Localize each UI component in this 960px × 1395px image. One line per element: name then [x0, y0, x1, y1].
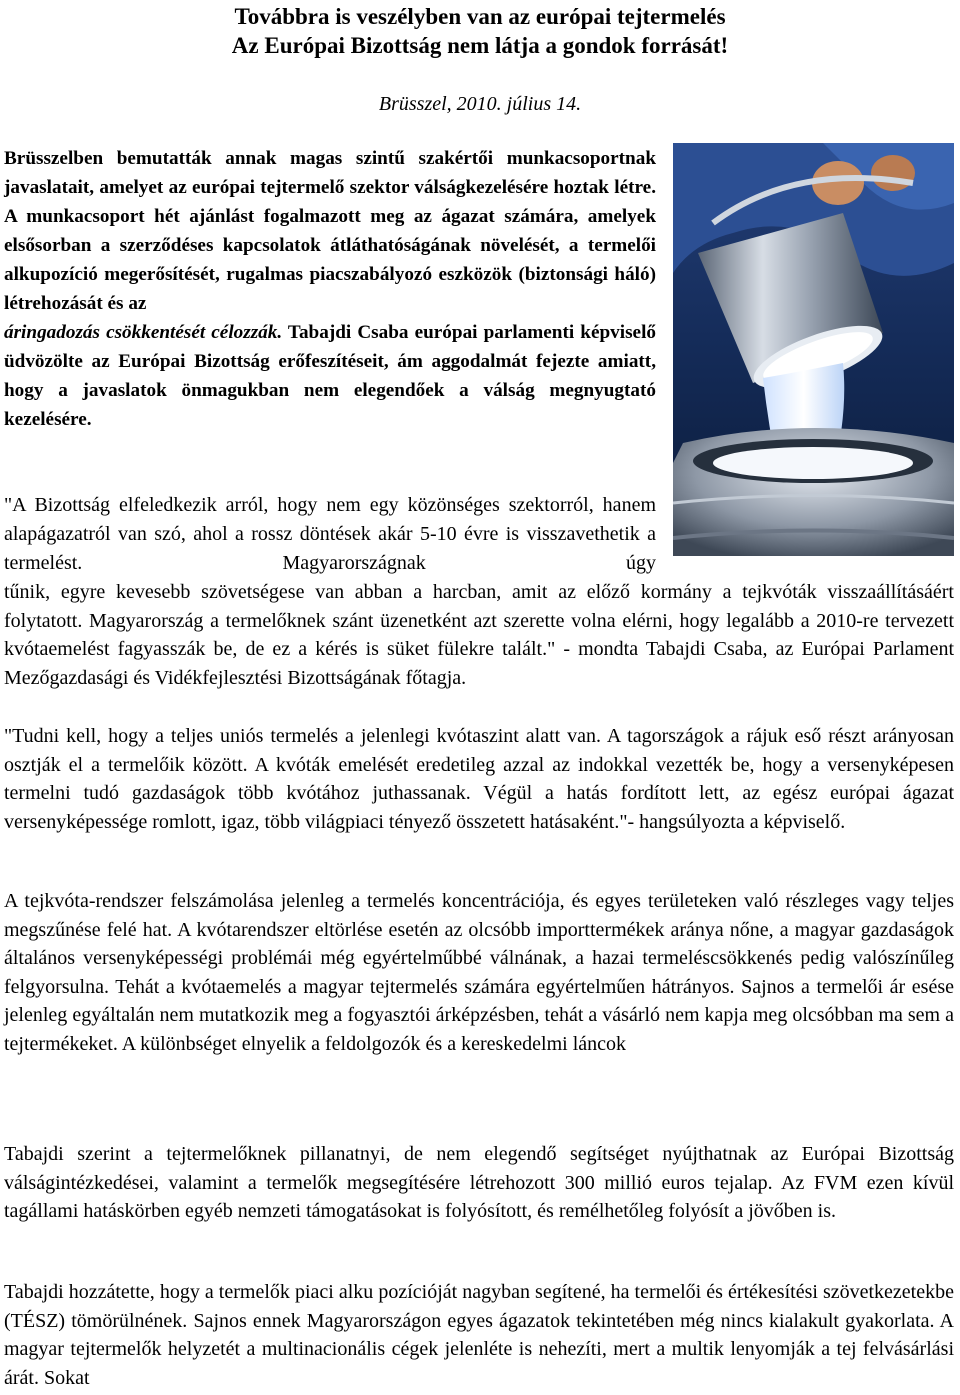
paragraph-2: "Tudni kell, hogy a teljes uniós termelés a jelenlegi kvótaszint alatt van. A tagországok a rájuk eső részt arányosan osztják el a termelőik között. A kvóták emelését eredetileg azzal az indokkal vezették be, hogy a versenyképesen termelni tudó gazdaságok több kvótához juthassanak. Végül a hatás fordított lett, az egész európai ágazat versenyképessége romlott, igaz, több világpiaci tényező összetett hatásaként."- hangsúlyozta a képviselő. [4, 725, 954, 833]
lead-paragraph [4, 144, 656, 434]
quote-paragraph-part-2: tűnik, egyre kevesebb szövetségese van abban a harcban, amit az előző kormány a tejkvóták visszaállításáért folytatott. Magyarország a termelőknek szánt üzenetként azt szerette volna elérni, hogy legalább a 2010-re tervezett kvótaemelést fagyasszák be, de ez a kérés is süket fülekre talált." - mondta Tabajdi Csaba, az Európai Parlament Mezőgazdasági és Vidékfejlesztési Bizottságának főtagja. [4, 581, 954, 689]
document-title [0, 0, 960, 60]
milk-pour-photo [673, 143, 954, 556]
paragraph-4: Tabajdi szerint a tejtermelőknek pillanatnyi, de nem elegendő segítséget nyújthatnak az Európai Bizottság válságintézkedései, valamint a termelők megsegítésére létrehozott 300 millió euros tejalap. Az FVM ezen kívül tagállami hatáskörben egyéb nemzeti támogatásokat is folyósított, és remélhetőleg folyósít a jövőben is. [4, 1143, 954, 1223]
lead-text-part-2: Tabajdi Csaba európai parlamenti képviselő üdvözölte az Európai Bizottság erőfeszítéseit, ám aggodalmát fejezte amiatt, hogy a javaslatok önmagukban nem elegendőek a válság megnyugtató kezelésére. [4, 322, 656, 430]
paragraph-3: A tejkvóta-rendszer felszámolása jelenleg a termelés koncentrációja, és egyes területeken való részleges vagy teljes megszűnése felé hat. A kvótarendszer eltörlése esetén az olcsóbb importtermékek aránya nőne, a magyar gazdaságok általános versenyképességi problémái még egyértelműbbé válnának, a hazai termeléscsökkenés pedig valószínűleg felgyorsulna. Tehát a kvótaemelés a magyar tejtermelés számára egyértelműen hátrányos. Sajnos a termelői ár esése jelenleg egyáltalán nem mutatkozik meg a fogyasztói árképzésben, tehát a vásárló nem kapja meg olcsóbban ma sem a tejtermékeket. A különbséget elnyelik a feldolgozók és a kereskedelmi láncok [4, 890, 954, 1055]
title-line-2: Az Európai Bizottság nem látja a gondok forrását! [231, 33, 729, 58]
title-line-1: Továbbra is veszélyben van az európai tejtermelés [234, 4, 726, 29]
quote-paragraph-part-1: "A Bizottság elfeledkezik arról, hogy nem egy közönséges szektorról, hanem alapágazatról van szó, ahol a rossz döntések akár 5-10 évre is visszavethetik a termelést. Magyarországnak úgy [4, 494, 656, 574]
paragraph-5: Tabajdi hozzátette, hogy a termelők piaci alku pozícióját nagyban segítené, ha termelői és értékesítési szövetkezetekbe (TÉSZ) tömörülnének. Sajnos ennek Magyarországon egyes ágazatok tekintetében még nincs kialakult gyakorlata. A magyar tejtermelők helyzetét a multinacionális cégek jelenléte is nehezíti, mert a multik lenyomják a tej felvásárlási árát. Sokat [4, 1281, 954, 1389]
lead-text-part-1: Brüsszelben bemutatták annak magas szintű szakértői munkacsoportnak javaslatait, amelyet az európai tejtermelő szektor válságkezelésére hoztak létre. A munkacsoport hét ajánlást fogalmazott meg az ágazat számára, amelyek elsősorban a szerződéses kapcsolatok átláthatóságának növelését, a termelői alkupozíció megerősítését, rugalmas piacszabályozó eszközök (biztonsági háló) létrehozását és az [4, 148, 656, 314]
lead-text-italic: áringadozás csökkentését célozzák. [4, 322, 283, 343]
dateline: Brüsszel, 2010. július 14. [378, 93, 582, 115]
